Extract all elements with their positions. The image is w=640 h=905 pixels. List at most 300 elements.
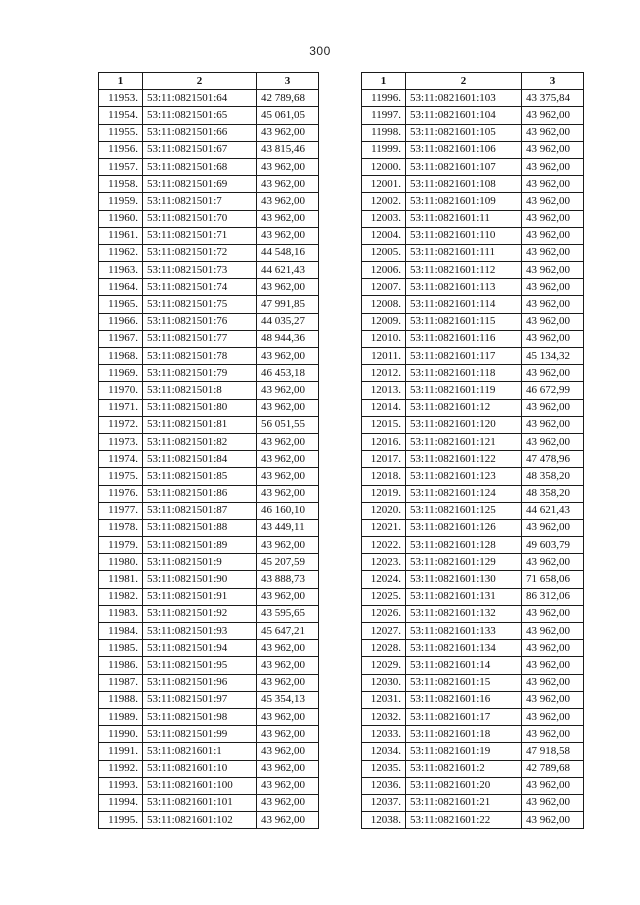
cadastral-number: 53:11:0821601:107 — [406, 158, 522, 175]
area-value: 45 061,05 — [257, 107, 319, 124]
row-number: 12037. — [362, 794, 406, 811]
table-row — [99, 794, 319, 811]
cadastral-number: 53:11:0821501:68 — [143, 158, 257, 175]
cadastral-number: 53:11:0821601:100 — [143, 777, 257, 794]
table-row — [99, 330, 319, 347]
cadastral-number: 53:11:0821601:123 — [406, 468, 522, 485]
cadastral-number: 53:11:0821501:90 — [143, 571, 257, 588]
area-value: 47 991,85 — [257, 296, 319, 313]
cadastral-number: 53:11:0821501:93 — [143, 623, 257, 640]
cadastral-number: 53:11:0821501:76 — [143, 313, 257, 330]
header-row — [362, 73, 584, 90]
cadastral-number: 53:11:0821601:113 — [406, 279, 522, 296]
cadastral-number: 53:11:0821501:71 — [143, 227, 257, 244]
table-row — [99, 760, 319, 777]
area-value: 43 962,00 — [257, 210, 319, 227]
table-row — [99, 262, 319, 279]
table-row — [362, 640, 584, 657]
area-value: 43 962,00 — [522, 176, 584, 193]
table-row — [362, 176, 584, 193]
table-row — [362, 691, 584, 708]
row-number: 11977. — [99, 502, 143, 519]
table-row — [99, 365, 319, 382]
cadastral-number: 53:11:0821501:84 — [143, 451, 257, 468]
table-row — [99, 674, 319, 691]
area-value: 49 603,79 — [522, 537, 584, 554]
cadastral-number: 53:11:0821601:15 — [406, 674, 522, 691]
table-row — [362, 262, 584, 279]
area-value: 44 548,16 — [257, 244, 319, 261]
area-value: 43 962,00 — [257, 468, 319, 485]
area-value: 43 962,00 — [257, 726, 319, 743]
cadastral-number: 53:11:0821601:130 — [406, 571, 522, 588]
table-row — [362, 296, 584, 313]
cadastral-number: 53:11:0821601:131 — [406, 588, 522, 605]
column-header: 2 — [406, 73, 522, 90]
row-number: 11958. — [99, 176, 143, 193]
area-value: 43 962,00 — [257, 588, 319, 605]
cadastral-number: 53:11:0821601:128 — [406, 537, 522, 554]
area-value: 43 962,00 — [522, 158, 584, 175]
area-value: 43 595,65 — [257, 605, 319, 622]
cadastral-number: 53:11:0821501:66 — [143, 124, 257, 141]
row-number: 11985. — [99, 640, 143, 657]
area-value: 43 962,00 — [522, 416, 584, 433]
area-value: 43 962,00 — [257, 777, 319, 794]
row-number: 11998. — [362, 124, 406, 141]
cadastral-number: 53:11:0821601:10 — [143, 760, 257, 777]
row-number: 11954. — [99, 107, 143, 124]
row-number: 11964. — [99, 279, 143, 296]
cadastral-number: 53:11:0821601:129 — [406, 554, 522, 571]
row-number: 11953. — [99, 90, 143, 107]
row-number: 12007. — [362, 279, 406, 296]
table-row — [99, 141, 319, 158]
cadastral-number: 53:11:0821601:133 — [406, 623, 522, 640]
row-number: 12032. — [362, 708, 406, 725]
area-value: 48 358,20 — [522, 468, 584, 485]
cadastral-number: 53:11:0821501:80 — [143, 399, 257, 416]
table-row — [99, 244, 319, 261]
area-value: 43 962,00 — [257, 708, 319, 725]
cadastral-number: 53:11:0821501:99 — [143, 726, 257, 743]
cadastral-number: 53:11:0821601:112 — [406, 262, 522, 279]
cadastral-number: 53:11:0821501:9 — [143, 554, 257, 571]
cadastral-number: 53:11:0821501:69 — [143, 176, 257, 193]
table-row — [362, 519, 584, 536]
table-row — [362, 760, 584, 777]
row-number: 11976. — [99, 485, 143, 502]
area-value: 46 672,99 — [522, 382, 584, 399]
row-number: 12018. — [362, 468, 406, 485]
row-number: 11973. — [99, 433, 143, 450]
table-row — [99, 451, 319, 468]
table-row — [362, 726, 584, 743]
row-number: 12025. — [362, 588, 406, 605]
area-value: 43 962,00 — [522, 674, 584, 691]
area-value: 43 962,00 — [522, 554, 584, 571]
table-row — [362, 743, 584, 760]
table-row — [99, 708, 319, 725]
area-value: 46 160,10 — [257, 502, 319, 519]
cadastral-number: 53:11:0821601:111 — [406, 244, 522, 261]
cadastral-number: 53:11:0821501:97 — [143, 691, 257, 708]
table-row — [99, 502, 319, 519]
cadastral-number: 53:11:0821501:85 — [143, 468, 257, 485]
cadastral-number: 53:11:0821601:16 — [406, 691, 522, 708]
area-value: 43 962,00 — [257, 674, 319, 691]
row-number: 11962. — [99, 244, 143, 261]
row-number: 11992. — [99, 760, 143, 777]
row-number: 11980. — [99, 554, 143, 571]
table-row — [99, 571, 319, 588]
row-number: 12028. — [362, 640, 406, 657]
area-value: 46 453,18 — [257, 365, 319, 382]
row-number: 12006. — [362, 262, 406, 279]
table-row — [99, 158, 319, 175]
row-number: 11966. — [99, 313, 143, 330]
row-number: 12027. — [362, 623, 406, 640]
row-number: 12036. — [362, 777, 406, 794]
area-value: 43 962,00 — [257, 158, 319, 175]
area-value: 43 962,00 — [522, 726, 584, 743]
table-row — [362, 124, 584, 141]
table-row — [362, 365, 584, 382]
row-number: 11987. — [99, 674, 143, 691]
area-value: 43 962,00 — [522, 124, 584, 141]
area-value: 45 207,59 — [257, 554, 319, 571]
row-number: 11978. — [99, 519, 143, 536]
table-row — [99, 743, 319, 760]
table-row — [99, 537, 319, 554]
table-row — [99, 812, 319, 829]
row-number: 11961. — [99, 227, 143, 244]
area-value: 43 375,84 — [522, 90, 584, 107]
table-row — [362, 554, 584, 571]
table-row — [362, 141, 584, 158]
area-value: 43 962,00 — [257, 227, 319, 244]
cadastral-number: 53:11:0821601:121 — [406, 433, 522, 450]
area-value: 43 962,00 — [522, 640, 584, 657]
cadastral-number: 53:11:0821601:114 — [406, 296, 522, 313]
table-row — [362, 193, 584, 210]
area-value: 47 478,96 — [522, 451, 584, 468]
row-number: 11991. — [99, 743, 143, 760]
row-number: 11983. — [99, 605, 143, 622]
area-value: 44 035,27 — [257, 313, 319, 330]
row-number: 12009. — [362, 313, 406, 330]
row-number: 11967. — [99, 330, 143, 347]
row-number: 11963. — [99, 262, 143, 279]
table-row — [362, 451, 584, 468]
area-value: 45 134,32 — [522, 348, 584, 365]
area-value: 86 312,06 — [522, 588, 584, 605]
cadastral-number: 53:11:0821501:75 — [143, 296, 257, 313]
cadastral-number: 53:11:0821601:14 — [406, 657, 522, 674]
row-number: 12029. — [362, 657, 406, 674]
cadastral-number: 53:11:0821501:7 — [143, 193, 257, 210]
area-value: 43 962,00 — [522, 691, 584, 708]
area-value: 43 962,00 — [257, 640, 319, 657]
table-row — [99, 176, 319, 193]
cadastral-number: 53:11:0821501:87 — [143, 502, 257, 519]
table-row — [362, 330, 584, 347]
cadastral-number: 53:11:0821501:72 — [143, 244, 257, 261]
cadastral-number: 53:11:0821501:96 — [143, 674, 257, 691]
row-number: 12002. — [362, 193, 406, 210]
cadastral-number: 53:11:0821501:81 — [143, 416, 257, 433]
row-number: 11990. — [99, 726, 143, 743]
row-number: 11986. — [99, 657, 143, 674]
row-number: 11993. — [99, 777, 143, 794]
cadastral-number: 53:11:0821501:64 — [143, 90, 257, 107]
cadastral-number: 53:11:0821501:79 — [143, 365, 257, 382]
header-row — [99, 73, 319, 90]
row-number: 11972. — [99, 416, 143, 433]
cadastral-number: 53:11:0821601:105 — [406, 124, 522, 141]
area-value: 43 962,00 — [522, 262, 584, 279]
cadastral-number: 53:11:0821501:98 — [143, 708, 257, 725]
table-row — [99, 90, 319, 107]
table-row — [362, 777, 584, 794]
area-value: 43 962,00 — [257, 485, 319, 502]
area-value: 45 647,21 — [257, 623, 319, 640]
area-value: 43 962,00 — [522, 433, 584, 450]
cadastral-number: 53:11:0821601:116 — [406, 330, 522, 347]
area-value: 43 962,00 — [522, 794, 584, 811]
cadastral-number: 53:11:0821501:65 — [143, 107, 257, 124]
table-row — [99, 588, 319, 605]
row-number: 12022. — [362, 537, 406, 554]
area-value: 42 789,68 — [257, 90, 319, 107]
row-number: 12010. — [362, 330, 406, 347]
cadastral-number: 53:11:0821501:91 — [143, 588, 257, 605]
cadastral-number: 53:11:0821501:67 — [143, 141, 257, 158]
area-value: 43 962,00 — [522, 141, 584, 158]
row-number: 11995. — [99, 812, 143, 829]
area-value: 43 962,00 — [522, 107, 584, 124]
cadastral-number: 53:11:0821501:88 — [143, 519, 257, 536]
row-number: 11997. — [362, 107, 406, 124]
cadastral-number: 53:11:0821501:92 — [143, 605, 257, 622]
row-number: 11974. — [99, 451, 143, 468]
area-value: 44 621,43 — [257, 262, 319, 279]
table-row — [362, 708, 584, 725]
cadastral-number: 53:11:0821601:120 — [406, 416, 522, 433]
table-row — [99, 399, 319, 416]
area-value: 43 962,00 — [522, 519, 584, 536]
row-number: 11969. — [99, 365, 143, 382]
column-header: 1 — [99, 73, 143, 90]
area-value: 48 358,20 — [522, 485, 584, 502]
row-number: 12035. — [362, 760, 406, 777]
cadastral-number: 53:11:0821601:104 — [406, 107, 522, 124]
cadastral-number: 53:11:0821601:18 — [406, 726, 522, 743]
row-number: 12005. — [362, 244, 406, 261]
cadastral-number: 53:11:0821601:12 — [406, 399, 522, 416]
table-row — [362, 416, 584, 433]
table-row — [99, 657, 319, 674]
row-number: 12017. — [362, 451, 406, 468]
table-row — [99, 691, 319, 708]
area-value: 43 962,00 — [522, 330, 584, 347]
row-number: 11957. — [99, 158, 143, 175]
row-number: 11981. — [99, 571, 143, 588]
table-row — [362, 433, 584, 450]
cadastral-number: 53:11:0821501:95 — [143, 657, 257, 674]
column-header: 1 — [362, 73, 406, 90]
table-row — [99, 210, 319, 227]
area-value: 43 962,00 — [257, 760, 319, 777]
table-row — [99, 468, 319, 485]
cadastral-number: 53:11:0821601:118 — [406, 365, 522, 382]
table-row — [362, 502, 584, 519]
row-number: 11996. — [362, 90, 406, 107]
row-number: 11984. — [99, 623, 143, 640]
row-number: 12014. — [362, 399, 406, 416]
table-row — [362, 158, 584, 175]
area-value: 48 944,36 — [257, 330, 319, 347]
row-number: 12031. — [362, 691, 406, 708]
cadastral-number: 53:11:0821601:110 — [406, 227, 522, 244]
table-row — [362, 107, 584, 124]
register-table-left — [98, 72, 319, 829]
area-value: 43 962,00 — [257, 193, 319, 210]
row-number: 11965. — [99, 296, 143, 313]
row-number: 11994. — [99, 794, 143, 811]
table-row — [99, 554, 319, 571]
area-value: 43 962,00 — [257, 537, 319, 554]
area-value: 43 962,00 — [522, 227, 584, 244]
cadastral-number: 53:11:0821601:117 — [406, 348, 522, 365]
table-row — [362, 571, 584, 588]
table-row — [362, 657, 584, 674]
row-number: 11975. — [99, 468, 143, 485]
cadastral-number: 53:11:0821501:74 — [143, 279, 257, 296]
cadastral-number: 53:11:0821601:20 — [406, 777, 522, 794]
table-row — [362, 210, 584, 227]
row-number: 11970. — [99, 382, 143, 399]
row-number: 12019. — [362, 485, 406, 502]
area-value: 43 888,73 — [257, 571, 319, 588]
area-value: 43 815,46 — [257, 141, 319, 158]
cadastral-number: 53:11:0821601:108 — [406, 176, 522, 193]
table-row — [99, 313, 319, 330]
cadastral-number: 53:11:0821501:70 — [143, 210, 257, 227]
table-row — [99, 124, 319, 141]
cadastral-number: 53:11:0821601:122 — [406, 451, 522, 468]
area-value: 43 962,00 — [522, 210, 584, 227]
table-row — [362, 227, 584, 244]
cadastral-number: 53:11:0821601:101 — [143, 794, 257, 811]
row-number: 12001. — [362, 176, 406, 193]
area-value: 43 962,00 — [257, 399, 319, 416]
table-row — [99, 726, 319, 743]
table-row — [99, 623, 319, 640]
table-row — [362, 279, 584, 296]
area-value: 43 962,00 — [522, 399, 584, 416]
area-value: 43 962,00 — [257, 124, 319, 141]
register-table-right — [361, 72, 584, 829]
row-number: 11959. — [99, 193, 143, 210]
cadastral-number: 53:11:0821601:22 — [406, 812, 522, 829]
cadastral-number: 53:11:0821601:2 — [406, 760, 522, 777]
table-row — [99, 416, 319, 433]
cadastral-number: 53:11:0821601:126 — [406, 519, 522, 536]
area-value: 44 621,43 — [522, 502, 584, 519]
column-header: 3 — [257, 73, 319, 90]
row-number: 11989. — [99, 708, 143, 725]
row-number: 12026. — [362, 605, 406, 622]
cadastral-number: 53:11:0821501:82 — [143, 433, 257, 450]
area-value: 43 962,00 — [257, 382, 319, 399]
table-row — [99, 227, 319, 244]
table-row — [362, 90, 584, 107]
area-value: 43 962,00 — [257, 279, 319, 296]
table-row — [362, 623, 584, 640]
cadastral-number: 53:11:0821601:125 — [406, 502, 522, 519]
table-row — [99, 348, 319, 365]
table-row — [99, 296, 319, 313]
row-number: 12003. — [362, 210, 406, 227]
area-value: 43 962,00 — [257, 794, 319, 811]
table-row — [99, 193, 319, 210]
row-number: 11956. — [99, 141, 143, 158]
cadastral-number: 53:11:0821601:134 — [406, 640, 522, 657]
cadastral-number: 53:11:0821601:19 — [406, 743, 522, 760]
area-value: 42 789,68 — [522, 760, 584, 777]
cadastral-number: 53:11:0821501:94 — [143, 640, 257, 657]
table-row — [99, 107, 319, 124]
row-number: 12020. — [362, 502, 406, 519]
table-row — [362, 588, 584, 605]
cadastral-number: 53:11:0821501:77 — [143, 330, 257, 347]
table-row — [362, 348, 584, 365]
area-value: 43 962,00 — [522, 279, 584, 296]
row-number: 11988. — [99, 691, 143, 708]
row-number: 11960. — [99, 210, 143, 227]
row-number: 11971. — [99, 399, 143, 416]
table-row — [362, 382, 584, 399]
table-row — [362, 794, 584, 811]
row-number: 12013. — [362, 382, 406, 399]
row-number: 12000. — [362, 158, 406, 175]
cadastral-number: 53:11:0821601:102 — [143, 812, 257, 829]
row-number: 12011. — [362, 348, 406, 365]
table-row — [362, 399, 584, 416]
cadastral-number: 53:11:0821501:89 — [143, 537, 257, 554]
cadastral-number: 53:11:0821601:1 — [143, 743, 257, 760]
table-row — [362, 244, 584, 261]
row-number: 12012. — [362, 365, 406, 382]
table-row — [99, 279, 319, 296]
table-row — [362, 537, 584, 554]
table-row — [99, 605, 319, 622]
area-value: 43 962,00 — [522, 812, 584, 829]
row-number: 11999. — [362, 141, 406, 158]
area-value: 43 962,00 — [522, 708, 584, 725]
cadastral-number: 53:11:0821601:11 — [406, 210, 522, 227]
area-value: 43 962,00 — [257, 433, 319, 450]
row-number: 12038. — [362, 812, 406, 829]
row-number: 12024. — [362, 571, 406, 588]
area-value: 43 962,00 — [522, 623, 584, 640]
cadastral-number: 53:11:0821601:132 — [406, 605, 522, 622]
cadastral-number: 53:11:0821601:119 — [406, 382, 522, 399]
column-header: 3 — [522, 73, 584, 90]
area-value: 43 962,00 — [522, 193, 584, 210]
row-number: 12034. — [362, 743, 406, 760]
